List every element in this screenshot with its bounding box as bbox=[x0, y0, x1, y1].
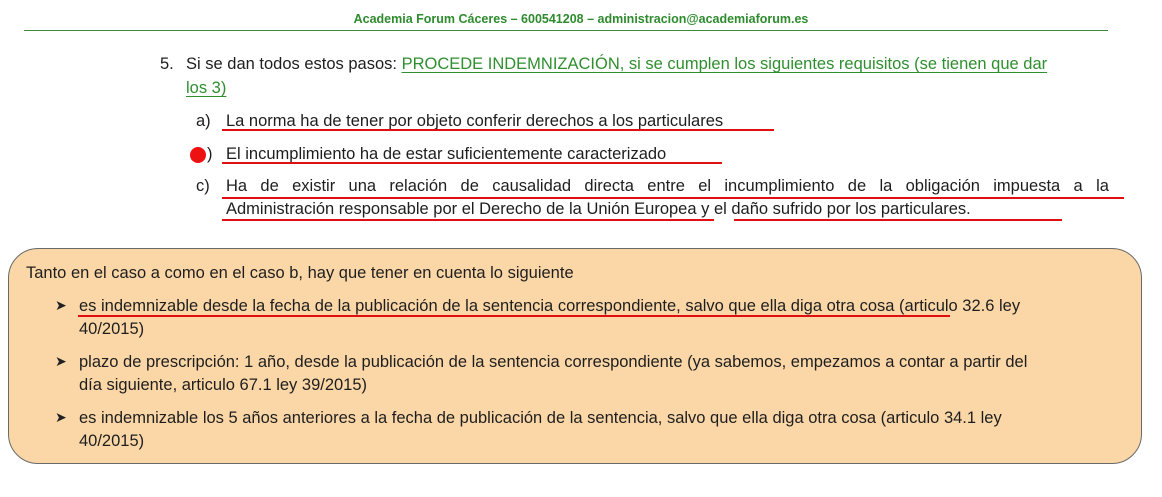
arrow-bullet-icon: ➤ bbox=[55, 409, 67, 425]
item-5-lead: Si se dan todos estos pasos: bbox=[186, 55, 402, 73]
requirement-c-word: entre bbox=[647, 177, 685, 195]
requirement-c-word: de bbox=[460, 177, 479, 195]
callout-bullet-1-underlined: es indemnizable desde la fecha de la publicación de la sentencia correspondiente, salvo que ella diga otra cosa bbox=[79, 297, 895, 315]
callout-bullet-2-line-1: plazo de prescripción: 1 año, desde la publicación de la sentencia correspondiente (ya sabemos, empezamos a contar a partir del bbox=[79, 353, 1028, 371]
requirement-c-word: incumplimiento bbox=[724, 177, 835, 195]
item-5-line-2 bbox=[186, 77, 226, 99]
header-divider bbox=[24, 30, 1108, 31]
requirement-c-word: Ha bbox=[226, 177, 248, 195]
page-header: Academia Forum Cáceres – 600541208 – administracion@academiaforum.es bbox=[353, 12, 809, 26]
red-underline-c2a bbox=[222, 219, 714, 221]
requirement-c-word: existir bbox=[292, 177, 336, 195]
requirement-c-word: la bbox=[1096, 177, 1109, 195]
requirement-b-text: El incumplimiento ha de estar suficientemente caracterizado bbox=[226, 145, 667, 163]
arrow-bullet-icon: ➤ bbox=[55, 353, 67, 369]
requirement-a-text: La norma ha de tener por objeto conferir derechos a los particulares bbox=[226, 112, 724, 130]
callout-intro: Tanto en el caso a como en el caso b, hay que tener en cuenta lo siguiente bbox=[26, 264, 574, 282]
procede-indemnizacion-link-cont[interactable]: los 3) bbox=[186, 79, 227, 97]
item-number: 5. bbox=[160, 55, 174, 73]
red-underline-c2b bbox=[734, 219, 1062, 221]
requirement-c-word: obligación bbox=[905, 177, 980, 195]
requirement-c-line-1 bbox=[226, 175, 1109, 197]
item-5-line-1 bbox=[186, 53, 1047, 75]
requirement-b-marker: ) bbox=[207, 145, 213, 163]
requirement-c-word: directa bbox=[584, 177, 634, 195]
requirement-c-word: a bbox=[1073, 177, 1083, 195]
red-underline-b bbox=[222, 162, 722, 164]
requirement-c-marker: c) bbox=[196, 177, 210, 195]
requirement-c-word: la bbox=[879, 177, 893, 195]
arrow-bullet-icon: ➤ bbox=[55, 297, 67, 313]
callout-bullet-1-rest: (articulo 32.6 ley bbox=[894, 297, 1021, 315]
requirement-a-marker: a) bbox=[196, 112, 211, 130]
red-underline-bullet-1 bbox=[78, 315, 950, 317]
callout-bullet-2-line-2: día siguiente, articulo 67.1 ley 39/2015) bbox=[79, 376, 368, 394]
red-dot-annotation bbox=[190, 147, 206, 163]
callout-bullet-3-line-1: es indemnizable los 5 años anteriores a la fecha de publicación de la sentencia, salvo que ella diga otra cosa (articulo 34.1 ley bbox=[79, 409, 1002, 427]
requirement-c-word: el bbox=[698, 177, 712, 195]
requirement-c-word: una bbox=[348, 177, 377, 195]
callout-bullet-3-line-2: 40/2015) bbox=[79, 432, 145, 450]
requirement-c-word: de bbox=[847, 177, 867, 195]
requirement-c-word: impuesta bbox=[993, 177, 1061, 195]
red-underline-a bbox=[222, 129, 774, 131]
requirement-c-word: causalidad bbox=[492, 177, 572, 195]
requirement-c-word: relación bbox=[389, 177, 448, 195]
procede-indemnizacion-link[interactable]: PROCEDE INDEMNIZACIÓN, si se cumplen los siguientes requisitos (se tienen que dar bbox=[401, 55, 1048, 73]
callout-bullet-1-line-1 bbox=[79, 295, 1020, 317]
callout-bullet-1-line-2: 40/2015) bbox=[79, 320, 145, 338]
requirement-c-word: de bbox=[260, 177, 279, 195]
requirement-c-line-2: Administración responsable por el Derecho de la Unión Europea y el daño sufrido por los particulares. bbox=[226, 200, 971, 218]
